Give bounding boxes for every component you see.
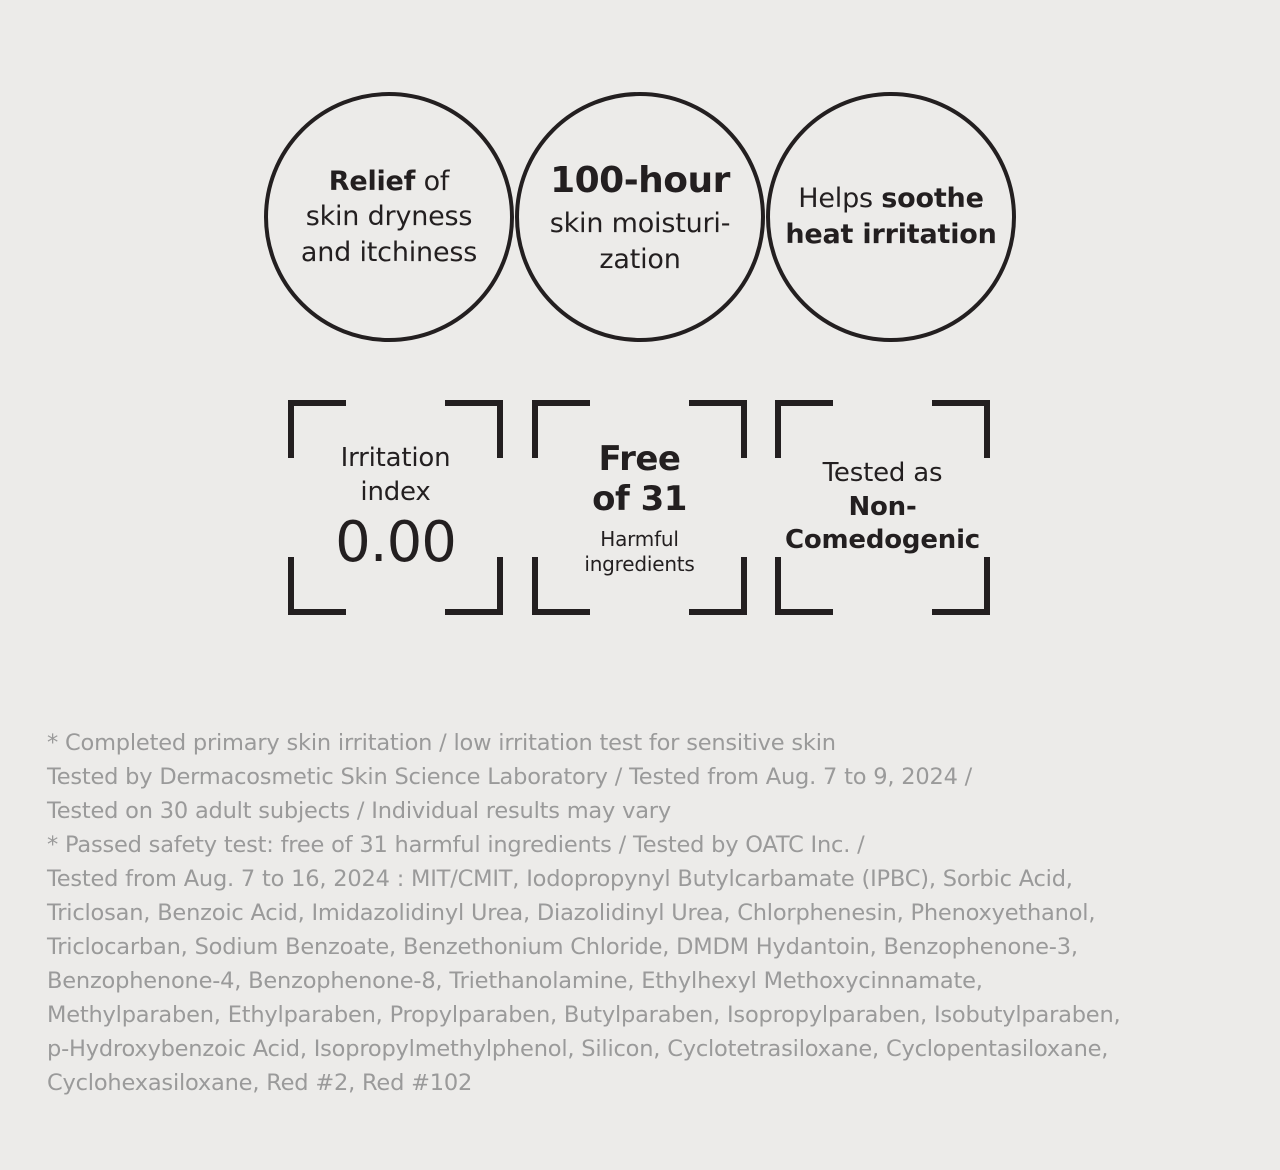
non-comedogenic-text: [779, 457, 986, 558]
irritation-index-box: [288, 400, 503, 615]
soothe-line1-normal: Helps: [798, 183, 882, 215]
non-comedogenic-box: [775, 400, 990, 615]
footnote-line-11: Cyclohexasiloxane, Red #2, Red #102: [47, 1070, 473, 1096]
footnote-line-5: Tested from Aug. 7 to 16, 2024 : MIT/CMIT, Iodopropynyl Butylcarbamate (IPBC), Sorbic Acid,: [47, 866, 1073, 892]
relief-circle-text: [289, 164, 489, 271]
free-of-31-sub1: Harmful: [600, 527, 679, 552]
relief-circle-line2: skin dryness: [305, 201, 473, 233]
moisturization-circle-text: [538, 157, 743, 278]
soothe-line2-bold: heat irritation: [785, 219, 997, 250]
irritation-index-text: [329, 442, 462, 575]
relief-circle-line3: and itchiness: [300, 236, 478, 268]
footnote-line-9: Methylparaben, Ethylparaben, Propylparaben, Butylparaben, Isopropylparaben, Isobutylparaben,: [47, 1002, 1121, 1028]
bracket-corner-top-right: [932, 400, 990, 458]
moisturization-line3: zation: [599, 243, 681, 275]
free-of-31-line2: of 31: [592, 479, 687, 520]
non-comedogenic-line2: Non-: [848, 491, 917, 522]
free-of-31-box: [532, 400, 747, 615]
non-comedogenic-line3: Comedogenic: [784, 525, 981, 556]
footnote-line-1: * Completed primary skin irritation / low irritation test for sensitive skin: [47, 730, 836, 756]
footnotes-block: [47, 726, 1237, 1100]
relief-circle-bold: Relief: [328, 165, 416, 197]
bracket-corner-bottom-right: [932, 557, 990, 615]
soothe-line1-bold: soothe: [881, 183, 984, 215]
footnote-line-7: Triclocarban, Sodium Benzoate, Benzethonium Chloride, DMDM Hydantoin, Benzophenone-3,: [47, 934, 1078, 960]
moisturization-headline: 100-hour: [550, 159, 730, 201]
irritation-index-line1: Irritation: [340, 443, 451, 474]
moisturization-line2: skin moisturi-: [549, 208, 731, 240]
footnote-line-4: * Passed safety test: free of 31 harmful ingredients / Tested by OATC Inc. /: [47, 832, 865, 858]
footnote-line-2: Tested by Dermacosmetic Skin Science Laboratory / Tested from Aug. 7 to 9, 2024 /: [47, 764, 973, 790]
relief-circle: [264, 92, 514, 342]
free-of-31-text: [578, 439, 700, 576]
bracket-corner-bottom-left: [775, 557, 833, 615]
footnote-line-10: p-Hydroxybenzoic Acid, Isopropylmethylphenol, Silicon, Cyclotetrasiloxane, Cyclopentasiloxane,: [47, 1036, 1109, 1062]
irritation-index-line2: index: [360, 477, 431, 508]
benefit-circles-group: [0, 92, 1280, 342]
footnote-line-6: Triclosan, Benzoic Acid, Imidazolidinyl Urea, Diazolidinyl Urea, Chlorphenesin, Phenoxyethanol,: [47, 900, 1096, 926]
claim-boxes-group: [0, 400, 1280, 615]
moisturization-circle: [515, 92, 765, 342]
free-of-31-line1: Free: [598, 439, 681, 479]
non-comedogenic-line1: Tested as: [822, 457, 943, 488]
soothe-circle: [766, 92, 1016, 342]
soothe-circle-text: [773, 181, 1008, 252]
bracket-corner-top-left: [775, 400, 833, 458]
irritation-index-value: 0.00: [335, 509, 456, 575]
relief-circle-line1-rest: of: [415, 165, 450, 197]
free-of-31-sub2: ingredients: [584, 551, 695, 576]
footnote-line-8: Benzophenone-4, Benzophenone-8, Triethanolamine, Ethylhexyl Methoxycinnamate,: [47, 968, 983, 994]
footnote-line-3: Tested on 30 adult subjects / Individual results may vary: [47, 798, 671, 824]
